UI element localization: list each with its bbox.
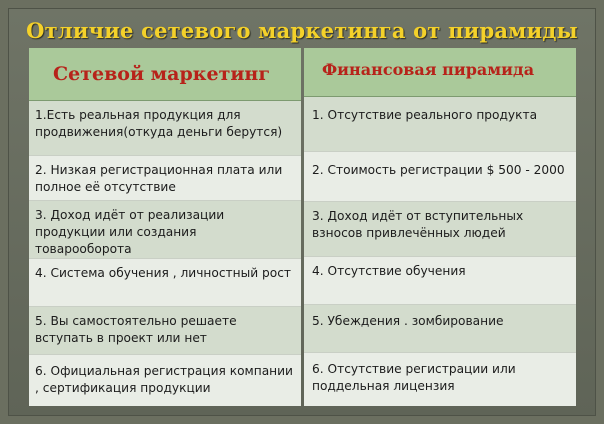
slide-title: Отличие сетевого маркетинга от пирамиды bbox=[26, 18, 578, 43]
financial-pyramid-column bbox=[304, 48, 576, 406]
financial-pyramid-row-3: 3. Доход идёт от вступительных взносов привлечённых людей bbox=[304, 202, 576, 258]
financial-pyramid-row-4: 4. Отсутствие обучения bbox=[304, 257, 576, 305]
financial-pyramid-row-5: 5. Убеждения . зомбирование bbox=[304, 305, 576, 353]
slide bbox=[8, 8, 596, 416]
financial-pyramid-row-2: 2. Стоимость регистрации $ 500 - 2000 bbox=[304, 152, 576, 202]
network-marketing-row-2: 2. Низкая регистрационная плата или полное её отсутствие bbox=[29, 156, 301, 202]
network-marketing-header: Сетевой маркетинг bbox=[29, 48, 301, 101]
network-marketing-row-4: 4. Система обучения , личностный рост bbox=[29, 259, 301, 307]
network-marketing-row-3: 3. Доход идёт от реализации продукции или создания товарооборота bbox=[29, 201, 301, 259]
network-marketing-row-6: 6. Официальная регистрация компании , сертификация продукции bbox=[29, 355, 301, 406]
financial-pyramid-row-1: 1. Отсутствие реального продукта bbox=[304, 97, 576, 152]
network-marketing-column bbox=[29, 48, 301, 406]
financial-pyramid-header: Финансовая пирамида bbox=[304, 48, 576, 97]
network-marketing-row-5: 5. Вы самостоятельно решаете вступать в проект или нет bbox=[29, 307, 301, 355]
network-marketing-row-1: 1.Есть реальная продукция для продвижения(откуда деньги берутся) bbox=[29, 101, 301, 156]
financial-pyramid-row-6: 6. Отсутствие регистрации или поддельная лицензия bbox=[304, 353, 576, 406]
